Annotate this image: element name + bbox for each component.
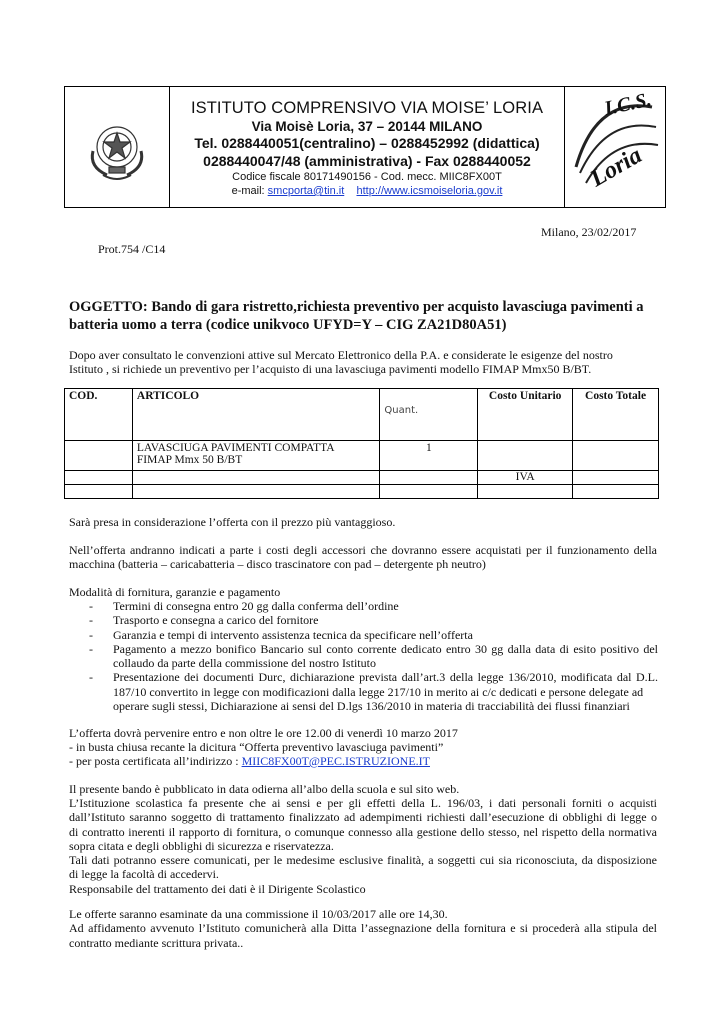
exam-line-3: contratto mediante scrittura privata.. (69, 935, 244, 950)
header-costo-unitario: Costo Unitario (478, 389, 573, 441)
list-item (89, 599, 658, 613)
deadline-line-3 (69, 754, 430, 768)
row2-quant (380, 471, 478, 485)
list-item-text: Termini di consegna entro 20 gg dalla conferma dell’ordine (113, 599, 399, 613)
published-note: Il presente bando è pubblicato in data odierna all’albo della scuola e sul sito web. (69, 782, 460, 796)
email-label: e-mail: (231, 185, 268, 197)
privacy-line-6: di legge la facoltà di accedervi. (69, 867, 219, 882)
logo-text-bottom: Loria (586, 142, 647, 193)
modalita-title: Modalità di fornitura, garanzie e pagamento (69, 585, 281, 599)
row2-articolo (132, 471, 380, 485)
accessories-line-2: macchina (batteria – caricabatteria – disco trascinatore con pad – detergente ph neutro) (69, 557, 486, 572)
date-place: Milano, 23/02/2017 (541, 225, 637, 239)
row1-articolo-line-1: LAVASCIUGA PAVIMENTI COMPATTA (136, 442, 335, 454)
header-articolo: ARTICOLO (132, 389, 380, 441)
subject-line-1: OGGETTO: Bando di gara ristretto,richiesta preventivo per acquisto lavasciuga pavimenti a (69, 299, 644, 315)
list-item-text: 187/10 convertito in legge con modificazioni dalla legge 217/10 in merito ai c/c dedicati e persone delegate ad (113, 684, 644, 699)
row3-articolo (132, 485, 380, 499)
privacy-line-4: sopra citata e degli obblighi di sicurezza e riservatezza. (69, 838, 334, 853)
table-header-row (65, 389, 659, 441)
emblem-cell (65, 87, 170, 207)
row1-quant: 1 (380, 441, 478, 471)
list-dash: - (89, 627, 93, 642)
intro-line-1: Dopo aver consultato le convenzioni attive sul Mercato Elettronico della P.A. e considerate le esigenze del nostro (69, 348, 613, 362)
list-item-text: operare sugli stessi, Dichiarazione ai sensi del D.lgs 136/2010 in materia di tracciabilità dei flussi finanziari (113, 699, 630, 714)
row2-iva: IVA (478, 471, 573, 485)
header-costo-totale: Costo Totale (573, 389, 659, 441)
row2-costo-totale (573, 471, 659, 485)
exam-line-2: Ad affidamento avvenuto l’Istituto comunicherà alla Ditta l’assegnazione della fornitura e si procederà alla stipula del (69, 921, 657, 936)
protocol-number: Prot.754 /C14 (98, 242, 166, 256)
deadline-line-2: - in busta chiusa recante la dicitura “Offerta preventivo lavasciuga pavimenti” (69, 740, 444, 754)
row1-articolo (132, 441, 380, 471)
codes-line: Codice fiscale 80171490156 - Cod. mecc. MIIC8FX00T (232, 171, 502, 183)
letterhead (64, 86, 666, 208)
list-item (89, 641, 658, 671)
contact-line (169, 184, 565, 198)
phone-line-2: 0288440047/48 (amministrativa) - Fax 0288440052 (203, 153, 531, 169)
school-logo-cell (564, 87, 665, 207)
list-item-text: collaudo da parte della commissione del nostro Istituto (113, 656, 376, 671)
accessories-line-1: Nell’offerta andranno indicati a parte i costi degli accessori che dovranno essere acquistati per il funzionamento della (69, 543, 657, 557)
row2-cod (65, 471, 133, 485)
italian-emblem-icon (79, 111, 155, 187)
items-table (64, 388, 659, 499)
list-dash: - (89, 641, 93, 656)
table-row (65, 485, 659, 499)
accessories-paragraph (69, 543, 657, 572)
row3-cod (65, 485, 133, 499)
list-item (89, 670, 658, 714)
list-dash: - (89, 670, 93, 685)
privacy-line-5: Tali dati potranno essere comunicati, per le medesime esclusive finalità, a soggetti cui sia riconosciuta, da disposizione (69, 853, 657, 868)
school-name: ISTITUTO COMPRENSIVO VIA MOISE’ LORIA (190, 99, 544, 117)
list-dash: - (89, 613, 93, 628)
header-quant: Quant. (380, 389, 478, 441)
conditions-list (89, 599, 658, 714)
table-row (65, 441, 659, 471)
row3-costo-unitario (478, 485, 573, 499)
list-item-text: Presentazione dei documenti Durc, dichiarazione prevista dall’art.3 della legge 136/2010, modificata dal D.L. (113, 670, 658, 685)
school-logo (566, 87, 664, 207)
privacy-paragraph (69, 796, 657, 896)
phone-line-1: Tel. 0288440051(centralino) – 0288452992 (didattica) (194, 135, 540, 151)
responsible-line: Responsabile del trattamento dei dati è il Dirigente Scolastico (69, 881, 366, 896)
subject-line-2: batteria uomo a terra (codice unikvoco UFYD=Y – CIG ZA21D80A51) (69, 317, 507, 333)
logo-text-top: I.C.S. (602, 88, 654, 120)
intro-line-2: Istituto , si richiede un preventivo per l’acquisto di una lavasciuga pavimenti modello FIMAP Mmx50 B/BT. (69, 362, 592, 376)
exam-line-1: Le offerte saranno esaminate da una commissione il 10/03/2017 alle ore 14,30. (69, 907, 448, 921)
privacy-line-2: dall’Istituto saranno soggetto di trattamento finalizzato ad adempimenti richiesti dall’esecuzione di obblighi di legge o (69, 810, 657, 825)
row1-costo-unitario (478, 441, 573, 471)
exam-paragraph (69, 907, 657, 950)
list-dash: - (89, 599, 93, 613)
school-address: Via Moisè Loria, 37 – 20144 MILANO (251, 119, 483, 134)
list-item-text: Trasporto e consegna a carico del fornitore (113, 613, 319, 628)
offer-note: Sarà presa in considerazione l’offerta con il prezzo più vantaggioso. (69, 515, 396, 529)
pec-email-link[interactable]: MIIC8FX00T@PEC.ISTRUZIONE.IT (241, 754, 430, 768)
website-link[interactable]: http://www.icsmoiseloria.gov.it (356, 185, 503, 197)
row3-quant (380, 485, 478, 499)
letterhead-text (169, 87, 565, 207)
header-cod: COD. (65, 389, 133, 441)
deadline-line-1: L’offerta dovrà pervenire entro e non oltre le ore 12.00 di venerdì 10 marzo 2017 (69, 726, 458, 740)
row1-articolo-line-2: FIMAP Mmx 50 B/BT (136, 454, 243, 466)
privacy-line-3: di contratto inerenti il rapporto di fornitura, o comunque connesso alla gestione dello stesso, nel rispetto della normativa (69, 824, 657, 839)
row1-cod (65, 441, 133, 471)
list-item (89, 627, 658, 642)
table-row (65, 471, 659, 485)
list-item-text: Garanzia e tempi di intervento assistenza tecnica da specificare nell’offerta (113, 627, 473, 642)
row3-costo-totale (573, 485, 659, 499)
list-item-text: Pagamento a mezzo bonifico Bancario sul conto corrente dedicato entro 30 gg dalla data di esito positivo del (113, 641, 658, 656)
list-item (89, 613, 658, 628)
privacy-line-1: L’Istituzione scolastica fa presente che ai sensi e per gli effetti della L. 196/03, i dati personali forniti o acquisti (69, 796, 657, 810)
row1-costo-totale (573, 441, 659, 471)
email-link[interactable]: smcporta@tin.it (267, 185, 345, 197)
pec-prefix: - per posta certificata all’indirizzo : (69, 754, 242, 768)
